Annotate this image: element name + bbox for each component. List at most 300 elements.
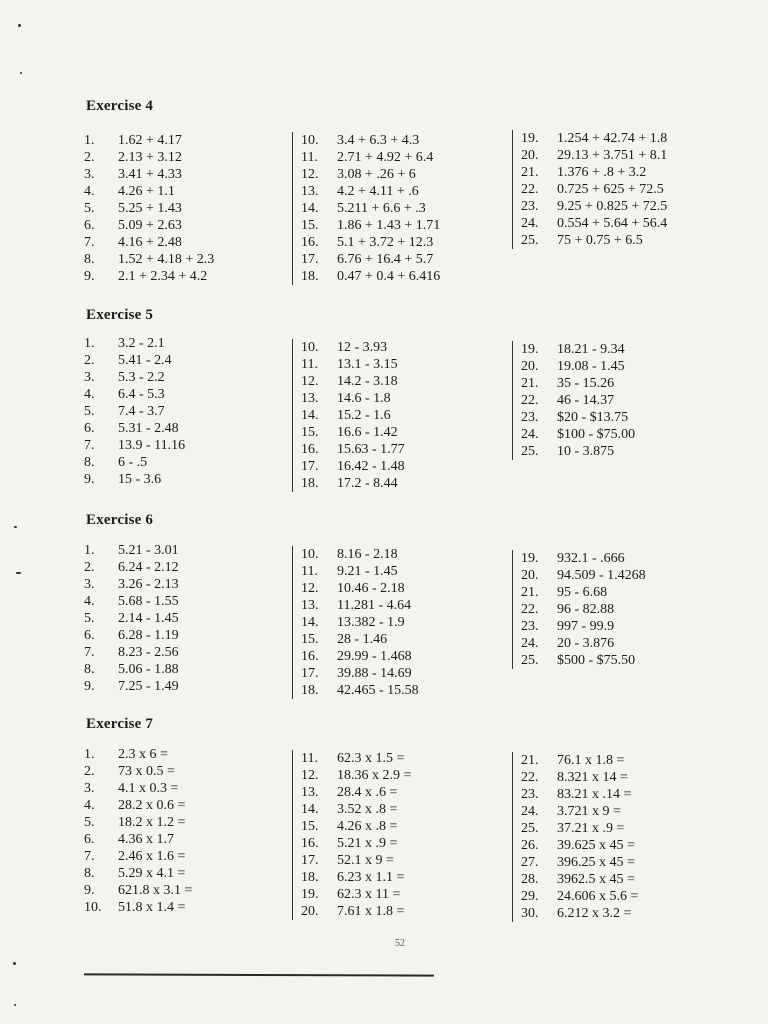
problem-number: 14. (301, 615, 319, 630)
problem-number: 21. (521, 376, 539, 391)
problem-item (521, 550, 646, 567)
problem-number: 7. (84, 235, 95, 250)
problem-item (301, 390, 405, 407)
problem-item (301, 835, 411, 852)
problem-number: 24. (521, 804, 539, 819)
problem-item (84, 746, 192, 763)
problem-item (521, 232, 667, 249)
problem-column-1 (84, 335, 185, 488)
problem-item (301, 475, 405, 492)
problem-number: 1. (84, 336, 95, 351)
problem-column-2 (292, 750, 411, 920)
problem-number: 13. (301, 184, 319, 199)
problem-expression: 52.1 x 9 = (337, 853, 394, 868)
problem-expression: 7.61 x 1.8 = (337, 904, 405, 919)
problem-column-1 (84, 746, 192, 916)
problem-number: 10. (84, 900, 102, 915)
problem-expression: 28 - 1.46 (337, 632, 388, 647)
problem-expression: 6.76 + 16.4 + 5.7 (337, 252, 434, 267)
problem-expression: 51.8 x 1.4 = (118, 900, 186, 915)
problem-column-1 (84, 132, 214, 285)
problem-number: 8. (84, 866, 95, 881)
problem-expression: 73 x 0.5 = (118, 764, 175, 779)
problem-number: 1. (84, 133, 95, 148)
problem-expression: 37.21 x .9 = (557, 821, 625, 836)
problem-number: 6. (84, 421, 95, 436)
problem-number: 20. (521, 568, 539, 583)
problem-number: 21. (521, 165, 539, 180)
problem-item (84, 763, 192, 780)
problem-item (521, 443, 635, 460)
problem-item (521, 215, 667, 232)
problem-expression: 5.09 + 2.63 (118, 218, 182, 233)
problem-expression: 16.42 - 1.48 (337, 459, 405, 474)
problem-expression: 4.26 + 1.1 (118, 184, 175, 199)
problem-item (84, 831, 192, 848)
problem-number: 11. (301, 150, 318, 165)
problem-expression: 621.8 x 3.1 = (118, 883, 193, 898)
problem-item (521, 820, 638, 837)
problem-item (84, 369, 185, 386)
problem-number: 9. (84, 883, 95, 898)
problem-number: 15. (301, 218, 319, 233)
problem-number: 10. (301, 340, 319, 355)
problem-number: 2. (84, 764, 95, 779)
exercise-title: Exercise 6 (86, 512, 154, 528)
problem-number: 30. (521, 906, 539, 921)
problem-expression: 6.4 - 5.3 (118, 387, 165, 402)
problem-number: 24. (521, 216, 539, 231)
problem-item (521, 803, 638, 820)
problem-expression: 83.21 x .14 = (557, 787, 632, 802)
problem-item (84, 200, 214, 217)
problem-number: 9. (84, 472, 95, 487)
problem-expression: 2.71 + 4.92 + 6.4 (337, 150, 434, 165)
problem-item (84, 352, 185, 369)
problem-expression: 2.3 x 6 = (118, 747, 168, 762)
problem-expression: 1.254 + 42.74 + 1.8 (557, 131, 668, 146)
problem-expression: 4.2 + 4.11 + .6 (337, 184, 419, 199)
problem-item (84, 149, 214, 166)
problem-item (521, 652, 646, 669)
problem-number: 17. (301, 459, 319, 474)
problem-number: 17. (301, 252, 319, 267)
problem-number: 18. (301, 683, 319, 698)
problem-number: 19. (521, 131, 539, 146)
problem-expression: $20 - $13.75 (557, 410, 629, 425)
problem-number: 13. (301, 598, 319, 613)
problem-number: 16. (301, 649, 319, 664)
problem-column-2 (292, 132, 440, 285)
problem-number: 25. (521, 821, 539, 836)
problem-number: 21. (521, 753, 539, 768)
problem-number: 25. (521, 233, 539, 248)
problem-expression: $500 - $75.50 (557, 653, 636, 668)
problem-expression: 396.25 x 45 = (557, 855, 635, 870)
problem-item (521, 164, 667, 181)
problem-number: 4. (84, 594, 95, 609)
problem-number: 2. (84, 353, 95, 368)
problem-item (301, 200, 440, 217)
exercise-title: Exercise 5 (86, 307, 154, 323)
problem-item (84, 644, 179, 661)
exercise-title: Exercise 4 (86, 98, 154, 114)
problem-expression: 15.63 - 1.77 (337, 442, 405, 457)
problem-expression: 3.52 x .8 = (337, 802, 398, 817)
problem-expression: 4.36 x 1.7 (118, 832, 174, 847)
problem-item (84, 183, 214, 200)
problem-item (84, 627, 179, 644)
problem-expression: 5.21 - 3.01 (118, 543, 179, 558)
problem-expression: 5.1 + 3.72 + 12.3 (337, 235, 434, 250)
problem-expression: 42.465 - 15.58 (337, 683, 419, 698)
problem-expression: 15.2 - 1.6 (337, 408, 391, 423)
problem-expression: 5.3 - 2.2 (118, 370, 165, 385)
problem-item (521, 854, 638, 871)
problem-expression: 5.68 - 1.55 (118, 594, 179, 609)
problem-item (521, 871, 638, 888)
problem-expression: 28.2 x 0.6 = (118, 798, 186, 813)
problem-item (301, 251, 440, 268)
problem-expression: 12 - 3.93 (337, 340, 388, 355)
problem-number: 5. (84, 404, 95, 419)
scan-speck (13, 962, 16, 965)
problem-expression: 5.06 - 1.88 (118, 662, 179, 677)
problem-expression: 19.08 - 1.45 (557, 359, 625, 374)
problem-expression: 10.46 - 2.18 (337, 581, 405, 596)
problem-number: 2. (84, 560, 95, 575)
problem-expression: 4.16 + 2.48 (118, 235, 182, 250)
problem-expression: 7.25 - 1.49 (118, 679, 179, 694)
problem-number: 19. (521, 342, 539, 357)
problem-item (301, 784, 411, 801)
problem-number: 22. (521, 602, 539, 617)
problem-number: 7. (84, 645, 95, 660)
problem-column-3 (512, 130, 667, 249)
problem-expression: 14.6 - 1.8 (337, 391, 391, 406)
problem-item (521, 618, 646, 635)
problem-item (84, 217, 214, 234)
problem-item (84, 420, 185, 437)
problem-expression: 7.4 - 3.7 (118, 404, 165, 419)
problem-number: 17. (301, 853, 319, 868)
problem-expression: 2.14 - 1.45 (118, 611, 179, 626)
problem-column-3 (512, 341, 635, 460)
problem-item (301, 234, 440, 251)
problem-item (301, 648, 419, 665)
problem-number: 24. (521, 636, 539, 651)
problem-expression: 6.24 - 2.12 (118, 560, 179, 575)
problem-item (521, 584, 646, 601)
problem-item (84, 814, 192, 831)
problem-number: 22. (521, 770, 539, 785)
problem-expression: 8.23 - 2.56 (118, 645, 179, 660)
problem-expression: 0.725 + 625 + 72.5 (557, 182, 664, 197)
problem-number: 12. (301, 581, 319, 596)
problem-expression: 5.21 x .9 = (337, 836, 398, 851)
problem-number: 21. (521, 585, 539, 600)
problem-expression: 6.23 x 1.1 = (337, 870, 405, 885)
problem-item (84, 437, 185, 454)
problem-item (521, 147, 667, 164)
problem-expression: 4.1 x 0.3 = (118, 781, 179, 796)
problem-number: 1. (84, 747, 95, 762)
problem-expression: 3.721 x 9 = (557, 804, 621, 819)
problem-expression: 46 - 14.37 (557, 393, 615, 408)
problem-item (521, 601, 646, 618)
problem-item (301, 869, 411, 886)
problem-expression: 8.321 x 14 = (557, 770, 628, 785)
problem-number: 11. (301, 564, 318, 579)
problem-expression: 16.6 - 1.42 (337, 425, 398, 440)
problem-number: 7. (84, 438, 95, 453)
problem-item (301, 132, 440, 149)
problem-number: 3. (84, 167, 95, 182)
problem-expression: 15 - 3.6 (118, 472, 162, 487)
problem-number: 23. (521, 787, 539, 802)
problem-expression: 5.41 - 2.4 (118, 353, 172, 368)
problem-expression: 997 - 99.9 (557, 619, 615, 634)
problem-number: 11. (301, 357, 318, 372)
problem-item (301, 217, 440, 234)
problem-number: 19. (521, 551, 539, 566)
problem-column-3 (512, 752, 638, 922)
problem-expression: 11.281 - 4.64 (337, 598, 412, 613)
problem-expression: 29.99 - 1.468 (337, 649, 412, 664)
problem-item (301, 424, 405, 441)
problem-expression: 94.509 - 1.4268 (557, 568, 646, 583)
problem-expression: 6.28 - 1.19 (118, 628, 179, 643)
problem-number: 4. (84, 798, 95, 813)
problem-number: 15. (301, 425, 319, 440)
problem-number: 25. (521, 444, 539, 459)
problem-number: 10. (301, 133, 319, 148)
problem-item (84, 576, 179, 593)
problem-expression: 5.211 + 6.6 + .3 (337, 201, 426, 216)
problem-number: 18. (301, 476, 319, 491)
problem-number: 20. (521, 148, 539, 163)
problem-item (301, 339, 405, 356)
problem-expression: 3.4 + 6.3 + 4.3 (337, 133, 420, 148)
problem-expression: 5.25 + 1.43 (118, 201, 182, 216)
problem-number: 12. (301, 374, 319, 389)
problem-expression: 39.625 x 45 = (557, 838, 635, 853)
problem-expression: 75 + 0.75 + 6.5 (557, 233, 643, 248)
problem-item (84, 132, 214, 149)
problem-expression: 5.29 x 4.1 = (118, 866, 186, 881)
problem-item (301, 750, 411, 767)
problem-number: 11. (301, 751, 318, 766)
problem-expression: 2.46 x 1.6 = (118, 849, 186, 864)
problem-item (301, 441, 405, 458)
problem-expression: 14.2 - 3.18 (337, 374, 398, 389)
page-number: 52 (395, 938, 405, 949)
problem-number: 9. (84, 679, 95, 694)
problem-item (521, 130, 667, 147)
problem-item (521, 181, 667, 198)
problem-number: 4. (84, 387, 95, 402)
problem-item (521, 837, 638, 854)
problem-item (521, 358, 635, 375)
problem-expression: 9.25 + 0.825 + 72.5 (557, 199, 668, 214)
problem-item (84, 234, 214, 251)
problem-expression: 1.86 + 1.43 + 1.71 (337, 218, 441, 233)
problem-item (84, 865, 192, 882)
problem-expression: 96 - 82.88 (557, 602, 615, 617)
problem-expression: 3.08 + .26 + 6 (337, 167, 416, 182)
problem-item (84, 166, 214, 183)
problem-expression: 76.1 x 1.8 = (557, 753, 625, 768)
problem-item (84, 610, 179, 627)
problem-item (84, 848, 192, 865)
problem-expression: 5.31 - 2.48 (118, 421, 179, 436)
problem-item (521, 905, 638, 922)
problem-expression: 3962.5 x 45 = (557, 872, 635, 887)
problem-item (301, 767, 411, 784)
problem-item (301, 546, 419, 563)
problem-item (301, 597, 419, 614)
problem-expression: 17.2 - 8.44 (337, 476, 398, 491)
problem-expression: 13.9 - 11.16 (118, 438, 186, 453)
problem-item (521, 426, 635, 443)
problem-expression: 2.13 + 3.12 (118, 150, 182, 165)
problem-number: 1. (84, 543, 95, 558)
problem-expression: 9.21 - 1.45 (337, 564, 398, 579)
problem-number: 5. (84, 201, 95, 216)
problem-expression: 6 - .5 (118, 455, 148, 470)
problem-item (521, 198, 667, 215)
problem-expression: 1.52 + 4.18 + 2.3 (118, 252, 215, 267)
problem-expression: 2.1 + 2.34 + 4.2 (118, 269, 208, 284)
problem-item (521, 752, 638, 769)
problem-number: 14. (301, 201, 319, 216)
problem-item (84, 251, 214, 268)
problem-item (301, 149, 440, 166)
problem-number: 20. (521, 359, 539, 374)
problem-number: 25. (521, 653, 539, 668)
problem-item (301, 903, 411, 920)
problem-item (84, 661, 179, 678)
bottom-rule-divider (84, 973, 434, 976)
problem-item (521, 769, 638, 786)
problem-expression: 1.62 + 4.17 (118, 133, 182, 148)
problem-item (301, 818, 411, 835)
problem-number: 16. (301, 235, 319, 250)
problem-item (84, 899, 192, 916)
problem-expression: 18.36 x 2.9 = (337, 768, 412, 783)
problem-number: 28. (521, 872, 539, 887)
problem-item (521, 888, 638, 905)
problem-expression: $100 - $75.00 (557, 427, 636, 442)
problem-item (301, 166, 440, 183)
problem-expression: 6.212 x 3.2 = (557, 906, 632, 921)
problem-item (301, 665, 419, 682)
problem-item (301, 580, 419, 597)
problem-number: 8. (84, 455, 95, 470)
problem-number: 9. (84, 269, 95, 284)
problem-number: 8. (84, 662, 95, 677)
problem-item (301, 886, 411, 903)
problem-item (84, 454, 185, 471)
problem-number: 13. (301, 785, 319, 800)
scan-speck (18, 24, 21, 27)
problem-item (84, 386, 185, 403)
problem-item (301, 373, 405, 390)
problem-number: 18. (301, 269, 319, 284)
problem-column-2 (292, 546, 419, 699)
problem-expression: 3.41 + 4.33 (118, 167, 182, 182)
problem-expression: 3.26 - 2.13 (118, 577, 179, 592)
problem-column-1 (84, 542, 179, 695)
problem-item (521, 635, 646, 652)
problem-number: 29. (521, 889, 539, 904)
problem-number: 23. (521, 410, 539, 425)
problem-item (521, 341, 635, 358)
problem-expression: 18.21 - 9.34 (557, 342, 625, 357)
problem-number: 22. (521, 182, 539, 197)
scan-speck (20, 72, 22, 74)
problem-expression: 3.2 - 2.1 (118, 336, 165, 351)
problem-number: 5. (84, 611, 95, 626)
problem-expression: 62.3 x 11 = (337, 887, 401, 902)
problem-number: 3. (84, 577, 95, 592)
problem-number: 22. (521, 393, 539, 408)
problem-number: 26. (521, 838, 539, 853)
problem-item (84, 335, 185, 352)
problem-number: 24. (521, 427, 539, 442)
problem-expression: 35 - 15.26 (557, 376, 615, 391)
problem-number: 15. (301, 819, 319, 834)
problem-column-2 (292, 339, 405, 492)
problem-number: 12. (301, 768, 319, 783)
problem-expression: 39.88 - 14.69 (337, 666, 412, 681)
problem-item (521, 375, 635, 392)
problem-number: 18. (301, 870, 319, 885)
problem-item (84, 797, 192, 814)
problem-number: 6. (84, 832, 95, 847)
problem-number: 6. (84, 218, 95, 233)
problem-number: 23. (521, 199, 539, 214)
problem-item (301, 458, 405, 475)
problem-item (84, 403, 185, 420)
problem-number: 3. (84, 370, 95, 385)
problem-expression: 18.2 x 1.2 = (118, 815, 186, 830)
problem-expression: 932.1 - .666 (557, 551, 625, 566)
problem-item (521, 409, 635, 426)
scan-speck (14, 526, 17, 528)
problem-number: 23. (521, 619, 539, 634)
problem-item (521, 392, 635, 409)
problem-number: 27. (521, 855, 539, 870)
problem-item (301, 852, 411, 869)
problem-item (301, 407, 405, 424)
problem-item (84, 471, 185, 488)
problem-item (301, 268, 440, 285)
problem-expression: 10 - 3.875 (557, 444, 615, 459)
problem-item (301, 356, 405, 373)
problem-item (301, 614, 419, 631)
problem-expression: 4.26 x .8 = (337, 819, 398, 834)
problem-item (84, 593, 179, 610)
problem-number: 14. (301, 802, 319, 817)
problem-number: 4. (84, 184, 95, 199)
problem-expression: 28.4 x .6 = (337, 785, 398, 800)
problem-expression: 29.13 + 3.751 + 8.1 (557, 148, 668, 163)
problem-expression: 62.3 x 1.5 = (337, 751, 405, 766)
problem-expression: 8.16 - 2.18 (337, 547, 398, 562)
problem-number: 2. (84, 150, 95, 165)
problem-number: 6. (84, 628, 95, 643)
